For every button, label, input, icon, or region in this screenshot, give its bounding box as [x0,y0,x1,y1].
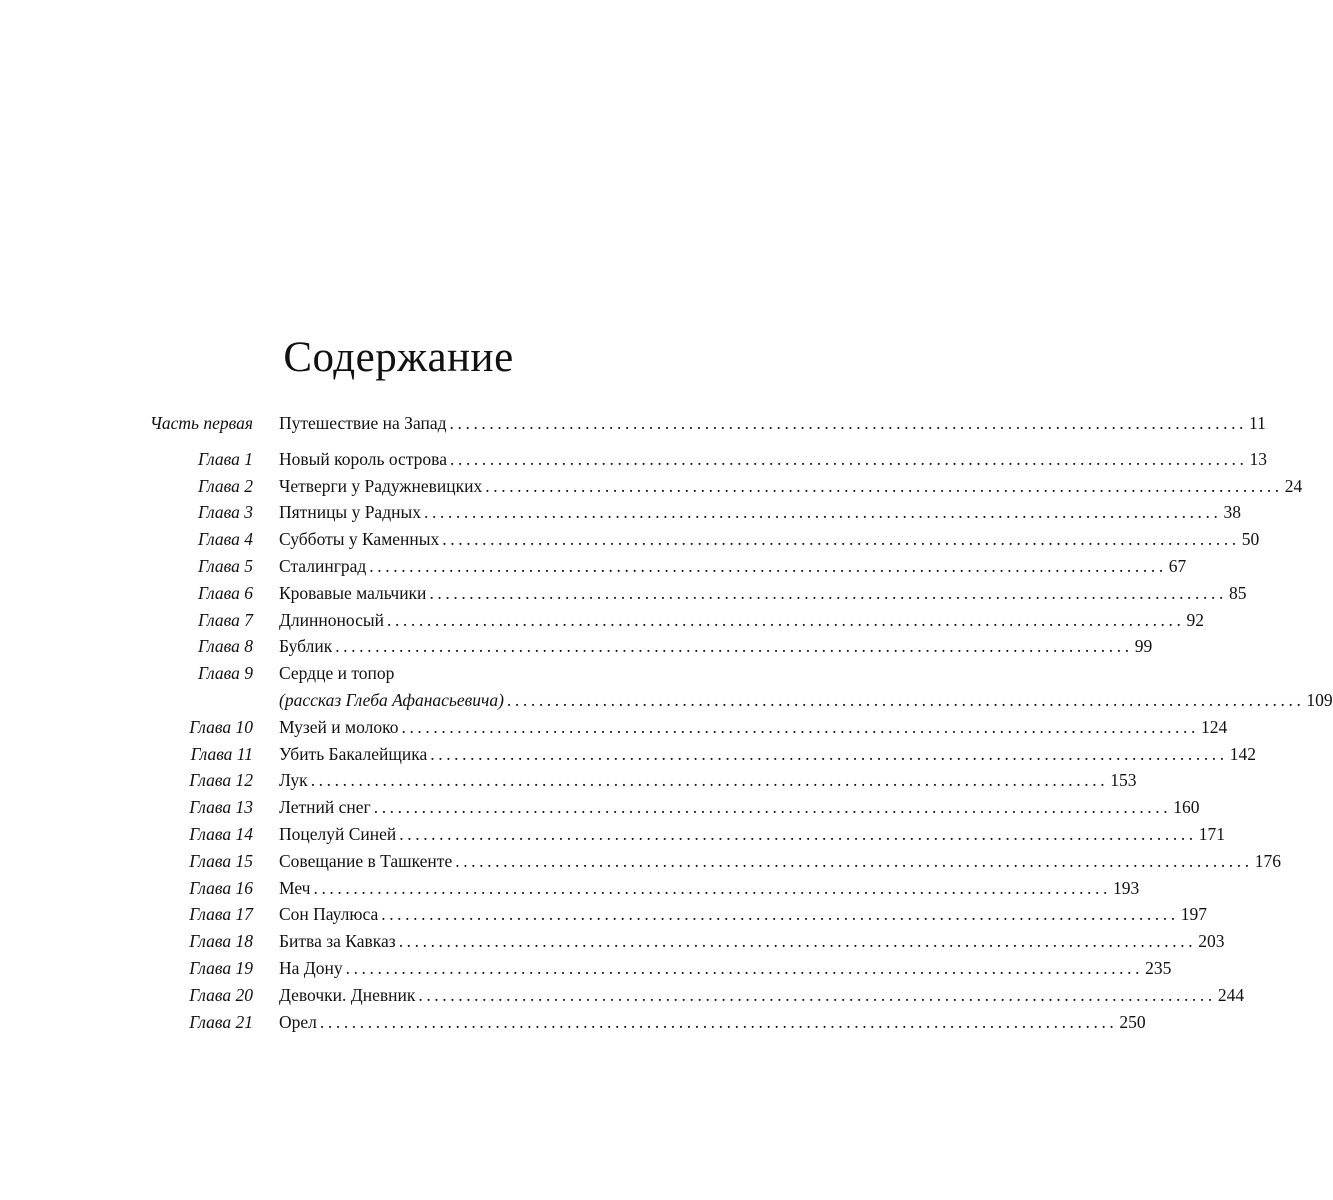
chapter-page-number: 244 [1217,984,1245,1005]
chapter-page-number: 50 [1241,529,1260,550]
toc-chapter-row[interactable] [0,473,1303,500]
chapter-label: Глава 17 [189,904,253,925]
chapter-entry [279,714,1228,741]
toc-chapter-row[interactable] [0,553,1187,580]
chapter-entry [279,901,1207,928]
dot-leader: .................................................................................................... [310,770,1109,791]
dot-leader: .................................................................................................... [369,555,1167,576]
chapter-page-number: 235 [1145,957,1172,978]
chapter-page-number: 24 [1284,475,1303,496]
chapter-page-number: 153 [1110,770,1137,791]
toc-chapter-row[interactable] [0,928,1225,955]
chapter-label: Глава 18 [189,931,253,952]
chapter-entry [279,473,1303,500]
chapter-page-number: 109 [1306,689,1333,710]
chapter-title: Битва за Кавказ [279,931,396,952]
part-entry [279,410,1266,437]
chapter-entry [279,526,1260,553]
chapter-entry [279,794,1200,821]
chapter-entry [279,580,1247,607]
chapter-title: Совещание в Ташкенте [279,850,453,871]
chapter-label: Глава 6 [198,582,253,603]
chapter-label: Глава 10 [189,716,253,737]
chapter-label: Глава 9 [198,663,253,684]
chapter-page-number: 38 [1223,502,1241,523]
toc-chapter-row[interactable] [0,821,1226,848]
chapter-title: Сталинград [279,555,367,576]
dot-leader: .................................................................................................... [319,1011,1118,1032]
chapter-label: Глава 21 [189,1011,253,1032]
chapter-label: Глава 15 [189,850,253,871]
dot-leader: .................................................................................................... [373,797,1172,818]
toc-chapter-row[interactable] [0,767,1137,794]
chapter-label: Глава 2 [198,475,253,496]
chapter-entry [279,553,1187,580]
chapter-page-number: 160 [1173,797,1200,818]
dot-leader: .................................................................................................... [335,636,1133,657]
chapter-title: Длинноносый [279,609,384,630]
chapter-title: Субботы у Каменных [279,529,440,550]
dot-leader: .................................................................................................... [485,475,1283,496]
toc-chapter-row[interactable] [0,875,1140,902]
part-title: Путешествие на Запад [279,413,447,433]
chapter-entry [279,982,1245,1009]
toc-chapter-row[interactable] [0,526,1260,553]
chapter-entry [279,633,1153,660]
chapter-label: Глава 8 [198,636,253,657]
toc-chapter-row[interactable] [0,794,1200,821]
chapter-page-number: 250 [1119,1011,1146,1032]
chapter-entry [279,928,1225,955]
chapter-title: Сон Паулюса [279,904,379,925]
chapter-title: Девочки. Дневник [279,984,416,1005]
chapter-label: Глава 11 [190,743,253,764]
chapter-title: Четверги у Радужневицких [279,475,483,496]
toc-chapter-row[interactable] [0,982,1245,1009]
dot-leader: .................................................................................................... [398,931,1197,952]
chapter-title: Меч [279,877,311,898]
chapter-page-number: 67 [1168,555,1187,576]
chapter-title: Убить Бакалейщика [279,743,428,764]
chapter-entry [279,446,1267,473]
chapter-entry [279,821,1226,848]
toc-chapter-row[interactable] [0,446,1267,473]
chapter-label: Глава 20 [189,984,253,1005]
dot-leader: .................................................................................................... [430,743,1228,764]
toc-chapter-row[interactable] [0,633,1153,660]
dot-leader: .................................................................................................... [429,582,1227,603]
dot-leader: .................................................................................................... [399,823,1197,844]
toc-chapter-row[interactable] [0,1009,1146,1036]
chapter-entry [279,767,1137,794]
toc-chapter-row[interactable] [0,741,1256,768]
toc-chapter-row[interactable] [0,607,1204,634]
chapter-title: Поцелуй Синей [279,823,397,844]
part-label: Часть первая [149,413,253,433]
dot-leader: .................................................................................................... [506,689,1305,710]
chapter-entry [279,607,1204,634]
page-title: Содержание [283,334,514,381]
chapter-label: Глава 12 [189,770,253,791]
chapter-page-number: 176 [1254,850,1281,871]
chapter-title: Новый король острова [279,448,447,469]
chapter-title: Пятницы у Радных [279,502,421,523]
toc-chapter-row[interactable] [0,714,1228,741]
chapter-page-number: 203 [1198,931,1225,952]
chapter-entry [279,741,1256,768]
toc-chapter-row[interactable] [0,660,797,687]
chapter-page-number: 124 [1200,716,1228,737]
dot-leader: .................................................................................................... [455,850,1253,871]
toc-chapter-row[interactable] [0,580,1247,607]
chapter-page-number: 13 [1249,448,1267,469]
chapter-label: Глава 4 [198,529,253,550]
chapter-title: На Дону [279,957,343,978]
chapter-subtitle: (рассказ Глеба Афанасьевича) [279,689,504,710]
chapter-page-number: 99 [1134,636,1153,657]
chapter-label: Глава 7 [198,609,253,630]
chapter-entry [279,499,1241,526]
chapter-entry [279,848,1281,875]
chapter-title: Кровавые мальчики [279,582,427,603]
chapter-entry [279,687,1333,714]
chapter-page-number: 142 [1229,743,1256,764]
chapter-label: Глава 1 [198,448,253,469]
dot-leader: .................................................................................................... [449,413,1248,433]
chapter-title: Лук [279,770,308,791]
chapter-entry [279,875,1140,902]
part-page-number: 11 [1249,413,1266,433]
dot-leader: .................................................................................................... [442,529,1240,550]
toc-chapter-row[interactable] [0,848,1281,875]
chapter-title: Бублик [279,636,333,657]
chapter-title: Летний снег [279,797,371,818]
toc-part-row[interactable] [0,410,1266,437]
toc-chapter-row-continued[interactable] [0,687,1333,714]
chapter-page-number: 85 [1228,582,1247,603]
dot-leader: .................................................................................................... [345,957,1144,978]
chapter-label: Глава 5 [198,555,253,576]
chapter-label: Глава 13 [189,797,253,818]
chapter-title: Музей и молоко [279,716,399,737]
chapter-label: Глава 14 [189,823,253,844]
chapter-label: Глава 16 [189,877,253,898]
toc-chapter-row[interactable] [0,499,1241,526]
dot-leader: .................................................................................................... [423,502,1222,523]
chapter-page-number: 197 [1180,904,1207,925]
dot-leader: .................................................................................................... [381,904,1179,925]
toc-chapter-row[interactable] [0,955,1172,982]
chapter-entry [279,1009,1146,1036]
dot-leader: .................................................................................................... [313,877,1111,898]
table-of-contents [0,410,1333,1035]
chapter-title: Сердце и топор [279,663,395,684]
chapter-label: Глава 19 [189,957,253,978]
chapter-entry [279,955,1172,982]
chapter-label: Глава 3 [198,502,253,523]
chapter-entry [279,660,627,687]
dot-leader: .................................................................................................... [401,716,1199,737]
chapter-title: Орел [279,1011,317,1032]
dot-leader: .................................................................................................... [450,448,1248,469]
dot-leader: .................................................................................................... [386,609,1185,630]
chapter-page-number: 193 [1112,877,1140,898]
dot-leader: .................................................................................................... [418,984,1216,1005]
chapter-page-number: 171 [1198,823,1226,844]
toc-chapter-row[interactable] [0,901,1207,928]
chapter-page-number: 92 [1186,609,1204,630]
